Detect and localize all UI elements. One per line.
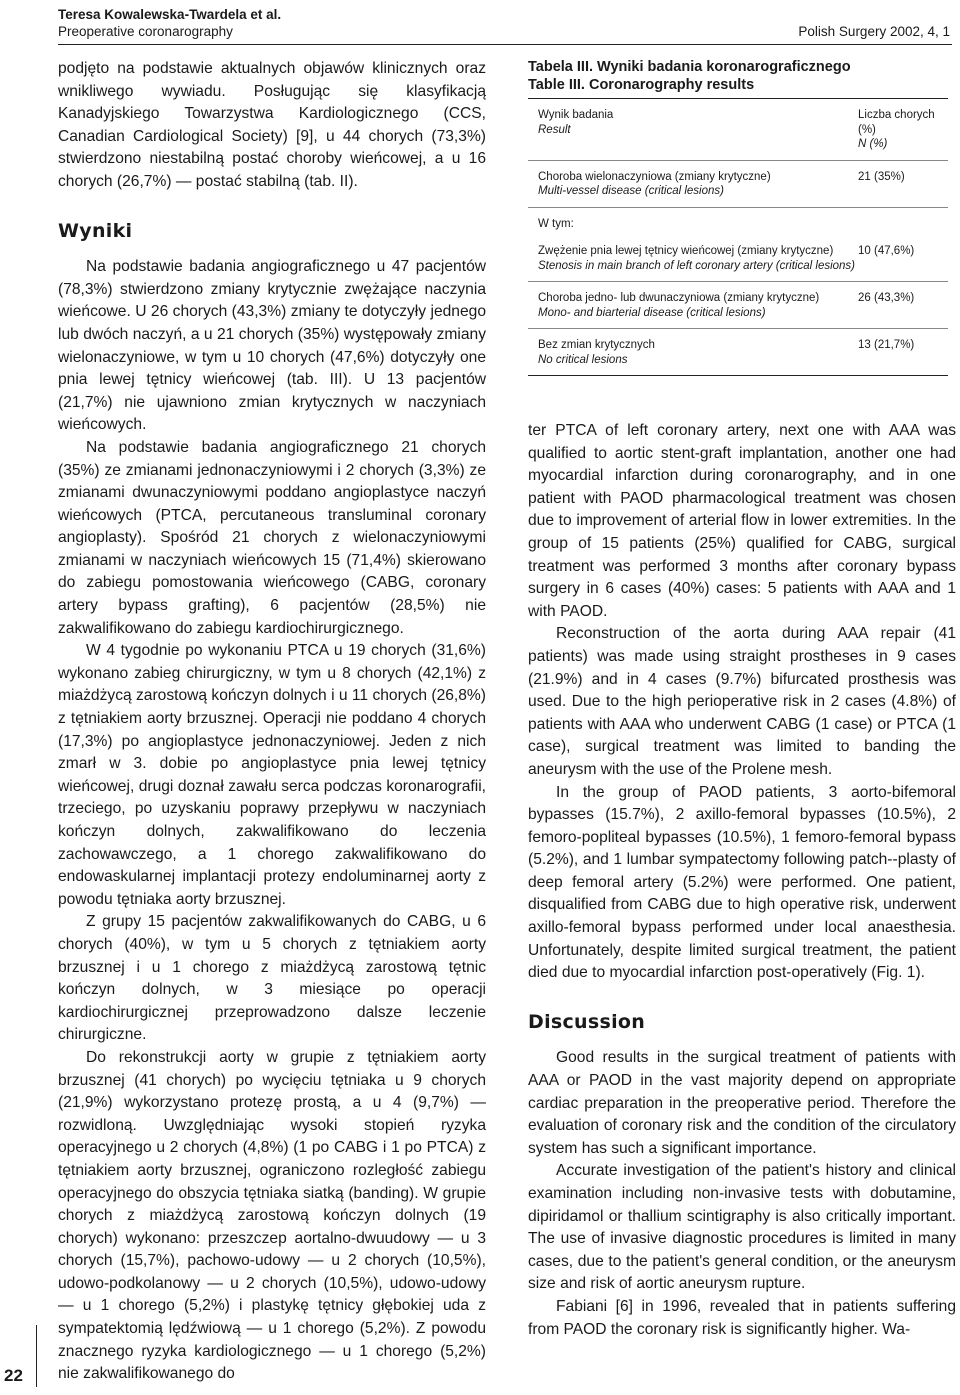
table-row [528, 208, 948, 236]
results-paragraph-2: Na podstawie badania angiograficznego 21 chorych (35%) ze zmianami jednonaczyniowymi i 2 chorych (3,3%) ze zmianami dwunaczyniowymi poddano angioplastyce naczyń wieńcowych (PTCA, percutaneous transluminal coronary angioplasty). Spośród 21 chorych z wielonaczyniowymi zmianami w naczyniach wieńcowych 15 (71,4%) skierowano do zabiegu pomostowania wieńcowego (CABG, coronary artery bypass grafting), 6 pacjentów (28,5%) nie zakwalifikowano do zabiegu kardiochirurgicznego. [58, 438, 486, 637]
header-journal: Polish Surgery 2002, 4, 1 [798, 24, 950, 39]
table-cell-value: 13 (21,7%) [858, 339, 915, 351]
header-author: Teresa Kowalewska-Twardela et al. [58, 7, 282, 22]
intro-paragraph: podjęto na podstawie aktualnych objawów klinicznych oraz wnikliwego wywiadu. Posługując się klasyfikacją Kanadyjskiego Towarzystwa Kardiologicznego (CCS, Canadian Cardiological Society) [9], u 44 chorych (73,3%) stwierdzono niestabilną postać choroby wieńcowej, a u 16 chorych (26,7%) — postać stabilną (tab. II). [58, 60, 486, 190]
results-en-paragraph-1: ter PTCA of left coronary artery, next one with AAA was qualified to aortic stent-graft implantation, another one had myocardial infarction during coronarography, and in one patient with PAOD pharmacological treatment was chosen due to improvement of arterial flow in lower extremities. In the group of 15 patients (25%) qualified for CABG, surgical treatment was performed 3 months after coronary bypass surgery in 6 cases (40%) cases: 5 patients with AAA and 1 with PAOD. [528, 422, 956, 620]
table-row [528, 329, 948, 375]
table-cell-label-en: Stenosis in main branch of left coronary artery (critical lesions) [538, 259, 856, 272]
header-rule [58, 44, 952, 45]
page-number: 22 [4, 1366, 23, 1385]
table-row [528, 235, 948, 282]
results-paragraph-5: Do rekonstrukcji aorty w grupie z tętniakiem aorty brzusznej (41 chorych) po wycięciu tętniaka u 9 chorych (21,9%) wykorzystano protezę prostą, a u 4 (9,7%) — rozwidloną. Uwzględniając wysoki stopień ryzyka operacyjnego u 2 chorych (4,8%) (1 po CABG i 1 po PTCA) z tętniakiem aorty brzusznej, ograniczono rozległość zabiegu operacyjnego do obszycia tętniaka siatką (banding). W grupie chorych z miażdżycą zarostową kończyn dolnych (19 chorych) wykonano: przeszczep aortalno-dwuudowy — u 3 chorych (15,7%), pachowo-udowy — u 2 chorych (10,5%), udowo-podkolanowy — u 2 chorych (10,5%), udowo-udowy — u 1 chorego (5,2%) i plastykę tętnicy głębokiej uda z sympatektomią lędźwiową — u 1 chorego (5,2%). Z powodu znacznego ryzyka kardiologicznego — u 1 chorego (5,2%) nie zakwalifikowanego do [58, 1048, 486, 1383]
results-paragraph-3: W 4 tygodnie po wykonaniu PTCA u 19 chorych (31,6%) wykonano zabieg chirurgiczny, w tym u 8 chorych (42,1%) z miażdżycą zarostową kończyn dolnych i u 11 chorych (26,8%) z tętniakiem aorty brzusznej. Operacji nie poddano 4 chorych (17,3%) po angioplastyce jednonaczyniowej. Jeden z nich zmarł w 3. dobie po angioplastyce pnia lewej tętnicy wieńcowej, drugi doznał zawału serca podczas koronarografii, trzeciego, po uzyskaniu poprawy przepływu w naczyniach kończyn dolnych, zakwalifikowano do leczenia zachowawczego, a 1 chorego zakwalifikowano do endowaskularnej implantacji protezy endoluminarnej aorty z powodu tętniaka aorty brzusznej. [58, 642, 486, 908]
right-column [528, 420, 956, 1341]
section-heading-wyniki: Wyniki [58, 219, 133, 242]
table-cell-label-pl: W tym: [538, 217, 574, 230]
results-en-paragraph-3: In the group of PAOD patients, 3 aorto-bifemoral bypasses (15.7%), 2 axillo-femoral bypasses (10.5%), 2 femoro-popliteal bypasses (10.5%), 1 femoro-femoral bypass (5.2%), and 1 lumbar sympatectomy following patch--plasty of deep femoral artery (5.2%) were performed. One patient, disqualified from CABG due to high operative risk, underwent axillo-femoral bypass performed under local anaesthesia. Unfortunately, despite limited surgical treatment, the patient died due to myocardial infarction post-operatively (Fig. 1). [528, 783, 956, 982]
table-cell-label-pl: Bez zmian krytycznych [538, 339, 655, 351]
section-heading-discussion: Discussion [528, 1010, 646, 1033]
left-column [58, 58, 486, 1386]
results-paragraph-4: Z grupy 15 pacjentów zakwalifikowanych do CABG, u 6 chorych (40%), w tym u 5 chorych z tętniakiem aorty brzusznej i u 1 chorego z miażdżycą zarostową tętnic kończyn dolnych, w 3 miesiące po operacji kardiochirurgicznej przeprowadzono dalsze leczenie chirurgiczne. [58, 913, 486, 1044]
table-caption-en: Table III. Coronarography results [528, 77, 755, 93]
table-cell-value: 21 (35%) [858, 170, 905, 183]
discussion-paragraph-3: Fabiani [6] in 1996, revealed that in patients suffering from PAOD the coronary risk is significantly higher. Wa- [528, 1297, 956, 1338]
running-header [58, 6, 281, 40]
table-body [528, 98, 948, 376]
table-iii [528, 58, 948, 376]
table-header-result-en: Result [538, 123, 571, 136]
table-cell-value: 26 (43,3%) [858, 292, 915, 304]
header-title: Preoperative coronarography [58, 24, 233, 39]
table-cell-label-pl: Choroba jedno- lub dwunaczyniowa (zmiany krytyczne) [538, 292, 820, 304]
table-caption-pl: Tabela III. Wyniki badania koronarograficznego [528, 59, 851, 75]
table-cell-label-en: No critical lesions [538, 353, 628, 366]
discussion-paragraph-2: Accurate investigation of the patient's history and clinical examination including non-invasive tests with dobutamine, dipiridamol or thallium scintigraphy is also critically important. The use of invasive diagnostic procedures is limited in many cases, due to the patient's general condition, or the aneurysm size and risk of aortic aneurysm rupture. [528, 1162, 956, 1293]
results-paragraph-1: Na podstawie badania angiograficznego u 47 pacjentów (78,3%) stwierdzono zmiany krytycznie zwężające naczynia wieńcowe. U 26 chorych (43,3%) zmiany te dotyczyły jednego lub dwóch naczyń, a u 21 chorych (35%) występowały zmiany wielonaczyniowe, w tym u 10 chorych (47,6%) dotyczyły one pnia lewej tętnicy wieńcowej (tab. III). U 13 pacjentów (21,7%) nie ujawniono zmian krytycznych w naczyniach wieńcowych. [58, 258, 486, 434]
table-row [528, 161, 948, 208]
table-cell-label-pl: Choroba wielonaczyniowa (zmiany krytyczne) [538, 170, 771, 183]
table-cell-value: 10 (47,6%) [858, 245, 915, 257]
page-number-rule [36, 1325, 37, 1387]
table-cell-label-en: Mono- and biarterial disease (critical lesions) [538, 306, 766, 319]
table-header-n-pl: Liczba chorych (%) [858, 109, 935, 136]
table-row [528, 282, 948, 329]
table-header-result-pl: Wynik badania [538, 109, 614, 121]
table-header-row [528, 99, 948, 161]
table-header-n-en: N (%) [858, 138, 888, 150]
results-en-paragraph-2: Reconstruction of the aorta during AAA repair (41 patients) was made using straight prostheses in 9 cases (21.9%) and in 4 cases (9.7%) bifurcated prosthesis was used. Due to the high perioperative risk in 2 cases (4.8%) of patients with AAA who underwent CABG (1 case) or PTCA (1 case), surgical treatment was limited to banding the aneurysm with the use of the Prolene mesh. [528, 625, 956, 778]
table-cell-label-pl: Zwężenie pnia lewej tętnicy wieńcowej (zmiany krytyczne) [538, 245, 834, 257]
discussion-paragraph-1: Good results in the surgical treatment of patients with AAA or PAOD in the vast majority depend on appropriate cardiac preparation in the preoperative period. Therefore the evaluation of coronary risk and the condition of the circulatory system has such a significant importance. [528, 1049, 956, 1157]
table-cell-label-en: Multi-vessel disease (critical lesions) [538, 185, 724, 197]
